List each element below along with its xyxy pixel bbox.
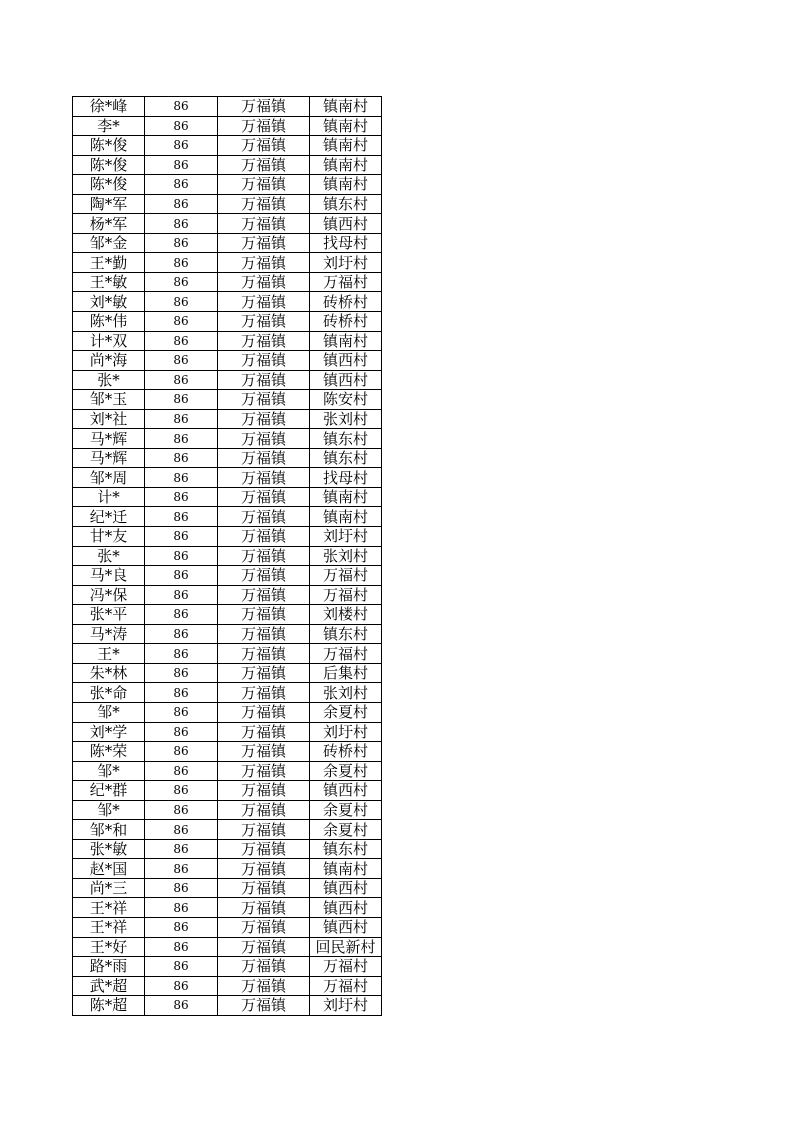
score-cell: 86 [145,605,218,625]
table-row [73,839,382,859]
town-cell: 万福镇 [218,566,310,586]
village-cell: 后集村 [310,663,382,683]
village-cell: 张刘村 [310,546,382,566]
table-row [73,253,382,273]
person-name-cell: 马*辉 [73,429,145,449]
table-row [73,878,382,898]
town-cell: 万福镇 [218,136,310,156]
village-cell: 万福村 [310,976,382,996]
table-row [73,663,382,683]
score-cell: 86 [145,683,218,703]
score-cell: 86 [145,800,218,820]
town-cell: 万福镇 [218,390,310,410]
person-name-cell: 王*祥 [73,917,145,937]
person-name-cell: 纪*迁 [73,507,145,527]
score-cell: 86 [145,878,218,898]
table-row [73,859,382,879]
score-cell: 86 [145,722,218,742]
town-cell: 万福镇 [218,917,310,937]
village-cell: 陈安村 [310,390,382,410]
person-name-cell: 陈*俊 [73,175,145,195]
person-name-cell: 刘*社 [73,409,145,429]
table-row [73,683,382,703]
town-cell: 万福镇 [218,820,310,840]
town-cell: 万福镇 [218,194,310,214]
village-cell: 镇东村 [310,624,382,644]
village-cell: 镇南村 [310,859,382,879]
table-row [73,957,382,977]
village-cell: 余夏村 [310,761,382,781]
town-cell: 万福镇 [218,663,310,683]
town-cell: 万福镇 [218,175,310,195]
village-cell: 镇东村 [310,839,382,859]
village-cell: 镇东村 [310,429,382,449]
score-cell: 86 [145,312,218,332]
table-row [73,585,382,605]
table-row [73,448,382,468]
score-cell: 86 [145,742,218,762]
town-cell: 万福镇 [218,957,310,977]
score-cell: 86 [145,331,218,351]
village-cell: 刘圩村 [310,253,382,273]
score-cell: 86 [145,468,218,488]
score-cell: 86 [145,136,218,156]
table-row [73,370,382,390]
table-row [73,566,382,586]
town-cell: 万福镇 [218,155,310,175]
table-row [73,390,382,410]
person-name-cell: 纪*群 [73,781,145,801]
table-row [73,937,382,957]
score-cell: 86 [145,97,218,117]
table-row [73,644,382,664]
person-name-cell: 张*敏 [73,839,145,859]
score-cell: 86 [145,839,218,859]
score-cell: 86 [145,624,218,644]
town-cell: 万福镇 [218,878,310,898]
record-table [72,96,382,1016]
person-name-cell: 邹*金 [73,233,145,253]
table-row [73,898,382,918]
table-row [73,702,382,722]
person-name-cell: 计* [73,487,145,507]
person-name-cell: 陈*俊 [73,155,145,175]
score-cell: 86 [145,233,218,253]
person-name-cell: 王*祥 [73,898,145,918]
table-row [73,272,382,292]
score-cell: 86 [145,644,218,664]
table-row [73,97,382,117]
village-cell: 万福村 [310,272,382,292]
village-cell: 镇东村 [310,448,382,468]
table-row [73,312,382,332]
table-row [73,761,382,781]
village-cell: 镇南村 [310,487,382,507]
town-cell: 万福镇 [218,214,310,234]
person-name-cell: 王*好 [73,937,145,957]
person-name-cell: 冯*保 [73,585,145,605]
table-row [73,605,382,625]
table-row [73,292,382,312]
town-cell: 万福镇 [218,272,310,292]
village-cell: 张刘村 [310,409,382,429]
town-cell: 万福镇 [218,351,310,371]
table-row [73,331,382,351]
village-cell: 砖桥村 [310,292,382,312]
table-row [73,409,382,429]
town-cell: 万福镇 [218,702,310,722]
score-cell: 86 [145,917,218,937]
table-row [73,507,382,527]
village-cell: 万福村 [310,585,382,605]
table-row [73,116,382,136]
score-cell: 86 [145,253,218,273]
village-cell: 镇西村 [310,370,382,390]
score-cell: 86 [145,898,218,918]
score-cell: 86 [145,429,218,449]
table-row [73,468,382,488]
town-cell: 万福镇 [218,331,310,351]
town-cell: 万福镇 [218,448,310,468]
table-row [73,155,382,175]
person-name-cell: 徐*峰 [73,97,145,117]
person-name-cell: 陶*军 [73,194,145,214]
village-cell: 镇南村 [310,507,382,527]
town-cell: 万福镇 [218,976,310,996]
town-cell: 万福镇 [218,605,310,625]
village-cell: 找母村 [310,233,382,253]
table-row [73,527,382,547]
village-cell: 镇西村 [310,898,382,918]
table-row [73,996,382,1016]
score-cell: 86 [145,996,218,1016]
table-row [73,546,382,566]
record-table-body [73,97,382,1016]
person-name-cell: 王* [73,644,145,664]
person-name-cell: 马*涛 [73,624,145,644]
village-cell: 刘圩村 [310,722,382,742]
town-cell: 万福镇 [218,312,310,332]
town-cell: 万福镇 [218,644,310,664]
person-name-cell: 朱*林 [73,663,145,683]
score-cell: 86 [145,663,218,683]
town-cell: 万福镇 [218,781,310,801]
village-cell: 镇西村 [310,917,382,937]
table-row [73,487,382,507]
table-row [73,214,382,234]
town-cell: 万福镇 [218,292,310,312]
village-cell: 张刘村 [310,683,382,703]
table-row [73,820,382,840]
score-cell: 86 [145,370,218,390]
score-cell: 86 [145,702,218,722]
village-cell: 镇南村 [310,97,382,117]
score-cell: 86 [145,566,218,586]
score-cell: 86 [145,351,218,371]
town-cell: 万福镇 [218,624,310,644]
person-name-cell: 尚*海 [73,351,145,371]
person-name-cell: 陈*荣 [73,742,145,762]
score-cell: 86 [145,859,218,879]
person-name-cell: 马*良 [73,566,145,586]
town-cell: 万福镇 [218,429,310,449]
town-cell: 万福镇 [218,996,310,1016]
table-row [73,800,382,820]
town-cell: 万福镇 [218,898,310,918]
person-name-cell: 邹*周 [73,468,145,488]
town-cell: 万福镇 [218,253,310,273]
town-cell: 万福镇 [218,585,310,605]
score-cell: 86 [145,214,218,234]
person-name-cell: 刘*学 [73,722,145,742]
town-cell: 万福镇 [218,742,310,762]
score-cell: 86 [145,507,218,527]
village-cell: 镇东村 [310,194,382,214]
person-name-cell: 赵*国 [73,859,145,879]
town-cell: 万福镇 [218,527,310,547]
town-cell: 万福镇 [218,722,310,742]
town-cell: 万福镇 [218,116,310,136]
town-cell: 万福镇 [218,97,310,117]
village-cell: 万福村 [310,566,382,586]
village-cell: 镇南村 [310,175,382,195]
village-cell: 镇西村 [310,781,382,801]
village-cell: 镇西村 [310,214,382,234]
person-name-cell: 邹* [73,800,145,820]
score-cell: 86 [145,761,218,781]
village-cell: 刘圩村 [310,527,382,547]
person-name-cell: 张*命 [73,683,145,703]
person-name-cell: 计*双 [73,331,145,351]
score-cell: 86 [145,937,218,957]
table-row [73,175,382,195]
score-cell: 86 [145,546,218,566]
score-cell: 86 [145,175,218,195]
person-name-cell: 尚*三 [73,878,145,898]
table-row [73,233,382,253]
person-name-cell: 王*勤 [73,253,145,273]
town-cell: 万福镇 [218,839,310,859]
score-cell: 86 [145,272,218,292]
table-row [73,976,382,996]
town-cell: 万福镇 [218,761,310,781]
score-cell: 86 [145,820,218,840]
table-row [73,742,382,762]
table-row [73,194,382,214]
town-cell: 万福镇 [218,507,310,527]
town-cell: 万福镇 [218,937,310,957]
person-name-cell: 陈*伟 [73,312,145,332]
person-name-cell: 杨*军 [73,214,145,234]
score-cell: 86 [145,527,218,547]
score-cell: 86 [145,781,218,801]
score-cell: 86 [145,976,218,996]
score-cell: 86 [145,487,218,507]
town-cell: 万福镇 [218,859,310,879]
person-name-cell: 李* [73,116,145,136]
score-cell: 86 [145,155,218,175]
person-name-cell: 张* [73,546,145,566]
town-cell: 万福镇 [218,409,310,429]
village-cell: 砖桥村 [310,742,382,762]
person-name-cell: 甘*友 [73,527,145,547]
person-name-cell: 王*敏 [73,272,145,292]
town-cell: 万福镇 [218,546,310,566]
town-cell: 万福镇 [218,800,310,820]
table-row [73,722,382,742]
table-row [73,917,382,937]
village-cell: 余夏村 [310,820,382,840]
person-name-cell: 马*辉 [73,448,145,468]
person-name-cell: 邹*和 [73,820,145,840]
village-cell: 镇南村 [310,155,382,175]
village-cell: 镇西村 [310,351,382,371]
person-name-cell: 张*平 [73,605,145,625]
person-name-cell: 邹* [73,761,145,781]
score-cell: 86 [145,448,218,468]
score-cell: 86 [145,194,218,214]
town-cell: 万福镇 [218,370,310,390]
person-name-cell: 武*超 [73,976,145,996]
person-name-cell: 陈*俊 [73,136,145,156]
person-name-cell: 陈*超 [73,996,145,1016]
village-cell: 余夏村 [310,702,382,722]
score-cell: 86 [145,292,218,312]
village-cell: 找母村 [310,468,382,488]
person-name-cell: 邹*玉 [73,390,145,410]
town-cell: 万福镇 [218,468,310,488]
person-name-cell: 张* [73,370,145,390]
village-cell: 镇南村 [310,136,382,156]
village-cell: 砖桥村 [310,312,382,332]
person-name-cell: 刘*敏 [73,292,145,312]
town-cell: 万福镇 [218,683,310,703]
village-cell: 万福村 [310,957,382,977]
village-cell: 镇南村 [310,331,382,351]
village-cell: 万福村 [310,644,382,664]
village-cell: 回民新村 [310,937,382,957]
score-cell: 86 [145,585,218,605]
person-name-cell: 路*雨 [73,957,145,977]
town-cell: 万福镇 [218,233,310,253]
score-cell: 86 [145,116,218,136]
village-cell: 刘圩村 [310,996,382,1016]
village-cell: 镇南村 [310,116,382,136]
table-row [73,136,382,156]
score-cell: 86 [145,409,218,429]
person-name-cell: 邹* [73,702,145,722]
table-row [73,351,382,371]
score-cell: 86 [145,390,218,410]
village-cell: 刘楼村 [310,605,382,625]
town-cell: 万福镇 [218,487,310,507]
table-row [73,429,382,449]
table-row [73,781,382,801]
score-cell: 86 [145,957,218,977]
village-cell: 镇西村 [310,878,382,898]
village-cell: 余夏村 [310,800,382,820]
table-row [73,624,382,644]
